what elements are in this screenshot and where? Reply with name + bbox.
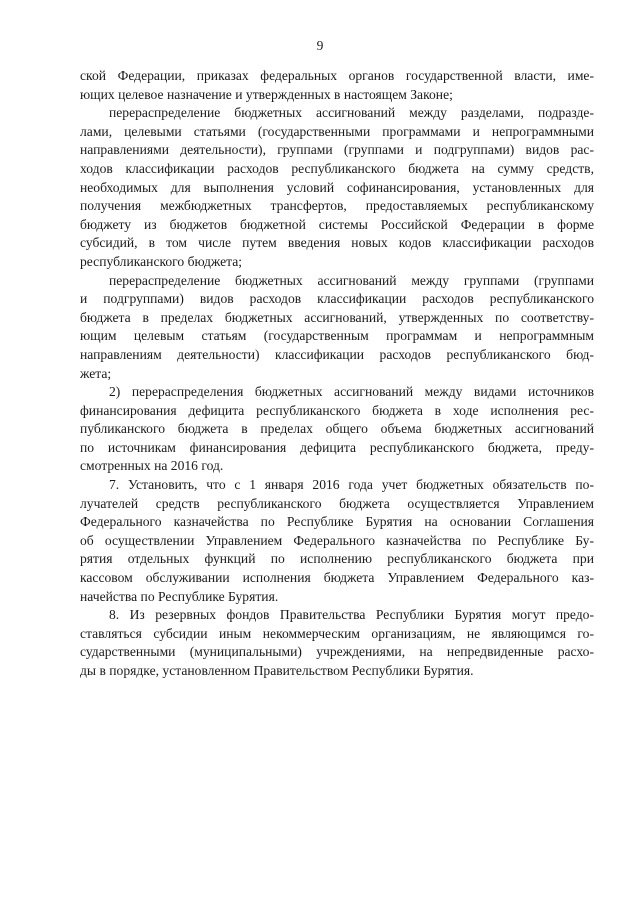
- text-line: ющим целевым статьям (государственным программам и непрограммным: [80, 328, 594, 344]
- text-line: 2) перераспределения бюджетных ассигнований между видами источников: [109, 384, 594, 400]
- paragraph: [80, 476, 594, 606]
- text-line: и подгруппами) видов расходов классификации расходов республиканского: [80, 291, 594, 307]
- text-line: 7. Установить, что с 1 января 2016 года учет бюджетных обязательств по-: [109, 477, 594, 493]
- text-line: финансирования дефицита республиканского бюджета в ходе исполнения рес-: [80, 402, 594, 418]
- paragraph: [80, 606, 594, 680]
- text-line: ды в порядке, установленном Правительством Республики Бурятия.: [80, 663, 474, 678]
- text-line: ходов классификации расходов республиканского бюджета на сумму средств,: [80, 160, 594, 176]
- text-line: начейства по Республике Бурятия.: [80, 588, 279, 604]
- text-line: бюджета в пределах бюджетных ассигнований, утвержденных по соответству-: [80, 309, 594, 325]
- paragraph: [80, 104, 594, 271]
- text-line: ской Федерации, приказах федеральных органов государственной власти, име-: [80, 68, 594, 83]
- text-line: бюджету из бюджетов бюджетной системы Российской Федерации в форме: [80, 216, 594, 232]
- text-line: об осуществлении Управлением Федерального казначейства по Республике Бу-: [80, 532, 594, 548]
- text-line: жета;: [80, 365, 112, 381]
- paragraph: [80, 67, 594, 104]
- paragraph: [80, 383, 594, 476]
- text-line: рятия отдельных функций по исполнению республиканского бюджета при: [80, 551, 594, 567]
- text-line: ющих целевое назначение и утвержденных в настоящем Законе;: [80, 86, 453, 102]
- text-line: Федерального казначейства по Республике Бурятия на основании Соглашения: [80, 514, 594, 530]
- text-line: ставляться субсидии иным некоммерческим организациям, не являющимся го-: [80, 625, 594, 641]
- page-number: 9: [316, 38, 324, 53]
- text-line: кассовом обслуживании исполнения бюджета Управлением Федерального каз-: [80, 570, 594, 586]
- text-line: субсидий, в том числе путем введения новых кодов классификации расходов: [80, 235, 594, 251]
- text-line: получения межбюджетных трансфертов, предоставляемых республиканскому: [80, 198, 594, 214]
- text-line: публиканского бюджета в пределах общего объема бюджетных ассигнований: [80, 421, 594, 437]
- text-line: лами, целевыми статьями (государственными программами и непрограммными: [80, 123, 594, 139]
- text-line: сударственными (муниципальными) учреждениями, на непредвиденные расхо-: [80, 644, 594, 660]
- text-line: перераспределение бюджетных ассигнований между группами (группами: [109, 272, 594, 288]
- text-line: направлениями деятельности), группами (группами и подгруппами) видов рас-: [80, 142, 594, 158]
- text-line: необходимых для выполнения условий софинансирования, установленных для: [80, 179, 594, 195]
- text-line: направлениям деятельности) классификации расходов республиканского бюд-: [80, 346, 594, 362]
- text-line: 8. Из резервных фондов Правительства Республики Бурятия могут предо-: [109, 607, 594, 623]
- text-line: перераспределение бюджетных ассигнований между разделами, подразде-: [109, 105, 594, 121]
- text-line: смотренных на 2016 год.: [80, 458, 224, 474]
- text-line: по источникам финансирования дефицита республиканского бюджета, преду-: [80, 439, 594, 455]
- text-line: республиканского бюджета;: [80, 253, 243, 269]
- text-line: лучателей средств республиканского бюджета осуществляется Управлением: [80, 495, 594, 511]
- paragraph: [80, 272, 594, 384]
- document-body: [80, 67, 594, 681]
